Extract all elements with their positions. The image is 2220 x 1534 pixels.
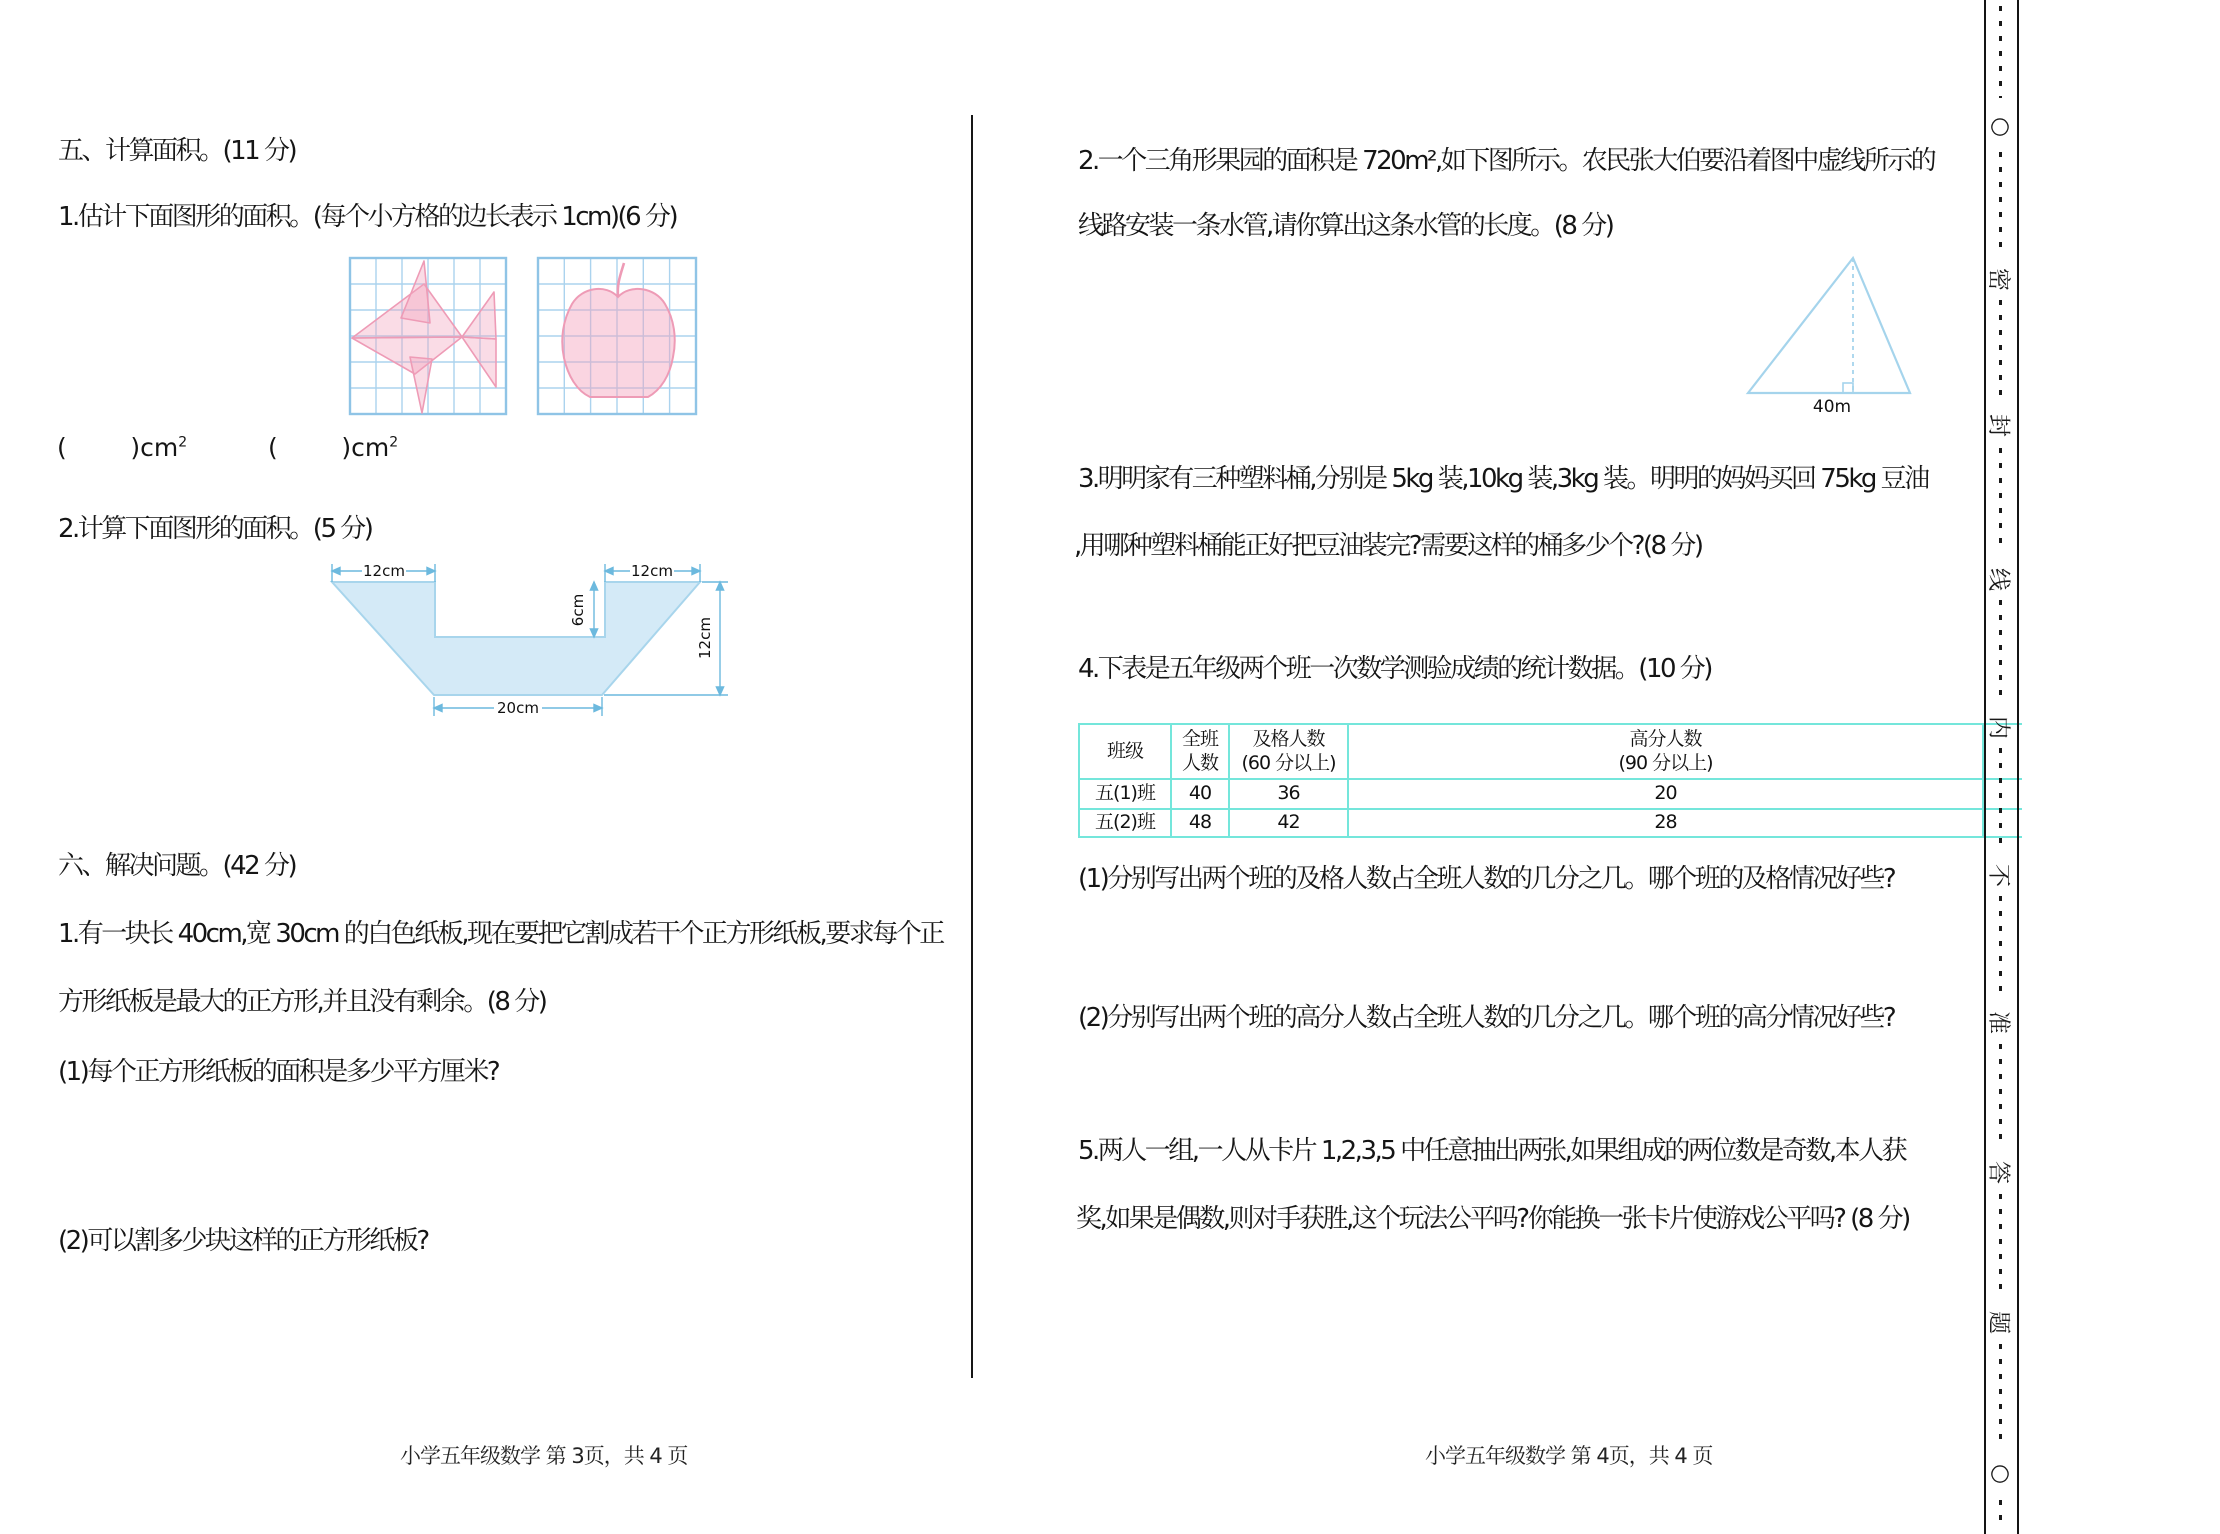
binding-char-zhun: 准 [1985, 1011, 2012, 1034]
binding-circle-mark: ○ [1988, 116, 2014, 138]
table-border-extension [1982, 836, 2022, 838]
table-border-extension [1982, 808, 2022, 810]
dim-label-top-right: 12cm [631, 562, 673, 580]
table-header-high: 高分人数 (90 分以上) [1348, 724, 1983, 779]
binding-dotted-segment [1999, 1344, 2002, 1446]
table-cell-total: 48 [1171, 809, 1229, 837]
question-3-line1: 3.明明家有三种塑料桶,分别是 5kg 装,10kg 装,3kg 装。明明的妈妈买回 75kg 豆油 [1078, 464, 1928, 494]
question-5-line1: 5.两人一组,一人从卡片 1,2,3,5 中任意抽出两张,如果组成的两位数是奇数,本人获 [1078, 1136, 1906, 1166]
binding-dotted-segment [1999, 1500, 2002, 1530]
composite-shape [332, 582, 700, 695]
section-5-title: 五、计算面积。(11 分) [58, 136, 296, 166]
question-6-1-line1: 1.有一块长 40cm,宽 30cm 的白色纸板,现在要把它割成若干个正方形纸板,要求每个正 [58, 919, 943, 949]
binding-circle-mark: ○ [1988, 1463, 2014, 1485]
table-cell-high: 28 [1348, 809, 1983, 837]
binding-dotted-segment [1999, 448, 2002, 548]
table-row [1079, 809, 1983, 837]
table-header-pass: 及格人数 (60 分以上) [1229, 724, 1348, 779]
apple-shape [562, 289, 674, 397]
binding-dotted-segment [1999, 152, 2002, 248]
dim-label-bottom: 20cm [497, 699, 539, 717]
binding-dotted-segment [1999, 600, 2002, 696]
area-answer-blank-2: ( )$cm^2$ [268, 433, 399, 462]
binding-char-nei: 内 [1985, 716, 2012, 739]
question-6-1-sub2: (2)可以割多少块这样的正方形纸板? [58, 1226, 428, 1256]
page-divider-line [971, 115, 973, 1378]
section-6-title: 六、解决问题。(42 分) [58, 851, 296, 881]
orchard-triangle-figure [1730, 235, 1930, 420]
table-row [1079, 779, 1983, 809]
question-4-text: 4.下表是五年级两个班一次数学测验成绩的统计数据。(10 分) [1078, 654, 1711, 684]
binding-dotted-segment [1999, 748, 2002, 844]
question-2-line1: 2.一个三角形果园的面积是 720m²,如下图所示。农民张大伯要沿着图中虚线所示的 [1078, 146, 1935, 176]
question-4-sub2: (2)分别写出两个班的高分人数占全班人数的几分之几。哪个班的高分情况好些? [1078, 1003, 1895, 1033]
binding-dotted-segment [1999, 6, 2002, 98]
table-cell-high: 20 [1348, 779, 1983, 809]
binding-char-bu: 不 [1985, 864, 2012, 887]
table-cell-pass: 42 [1229, 809, 1348, 837]
binding-dotted-segment [1999, 896, 2002, 992]
question-5-1-text: 1.估计下面图形的面积。(每个小方格的边长表示 1cm)(6 分) [58, 202, 677, 232]
score-table [1078, 723, 1984, 838]
binding-char-da: 答 [1985, 1161, 2012, 1184]
table-cell-pass: 36 [1229, 779, 1348, 809]
binding-char-mi: 密 [1985, 268, 2012, 291]
table-cell-class: 五(2)班 [1079, 809, 1171, 837]
binding-char-ti: 题 [1985, 1311, 2012, 1334]
table-header-row [1079, 724, 1983, 779]
binding-dotted-segment [1999, 300, 2002, 396]
table-cell-total: 40 [1171, 779, 1229, 809]
table-header-total: 全班 人数 [1171, 724, 1229, 779]
right-page-footer: 小学五年级数学 第 4页，共 4 页 [1425, 1444, 1713, 1468]
triangle-base-label: 40m [1812, 397, 1852, 417]
table-border-extension [1982, 778, 2022, 780]
question-6-1-line2: 方形纸板是最大的正方形,并且没有剩余。(8 分) [58, 987, 546, 1017]
composite-shape-figure [324, 556, 736, 722]
question-5-2-text: 2.计算下面图形的面积。(5 分) [58, 514, 372, 544]
question-5-line2: 奖,如果是偶数,则对手获胜,这个玩法公平吗?你能换一张卡片使游戏公平吗? (8 分) [1076, 1204, 1909, 1234]
binding-dotted-segment [1999, 1194, 2002, 1292]
binding-char-xian: 线 [1985, 568, 2012, 591]
dim-label-top-left: 12cm [363, 562, 405, 580]
table-cell-class: 五(1)班 [1079, 779, 1171, 809]
triangle-shape [1748, 258, 1910, 393]
question-2-line2: 线路安装一条水管,请你算出这条水管的长度。(8 分) [1078, 211, 1613, 241]
dim-label-right: 12cm [696, 617, 714, 659]
area-answer-blank-1: ( )$cm^2$ [57, 433, 188, 462]
left-page-footer: 小学五年级数学 第 3页，共 4 页 [400, 1444, 688, 1468]
question-6-1-sub1: (1)每个正方形纸板的面积是多少平方厘米? [58, 1057, 499, 1087]
binding-dotted-segment [1999, 1044, 2002, 1142]
dim-label-notch: 6cm [569, 593, 587, 627]
binding-char-feng: 封 [1985, 414, 2012, 437]
fish-grid-figure [350, 258, 506, 414]
right-angle-mark [1843, 383, 1853, 393]
question-4-sub1: (1)分别写出两个班的及格人数占全班人数的几分之几。哪个班的及格情况好些? [1078, 864, 1895, 894]
apple-stem [618, 263, 624, 296]
question-3-line2: ,用哪种塑料桶能正好把豆油装完?需要这样的桶多少个?(8 分) [1074, 531, 1702, 561]
apple-grid-figure [538, 258, 696, 414]
table-header-class: 班级 [1079, 724, 1171, 779]
